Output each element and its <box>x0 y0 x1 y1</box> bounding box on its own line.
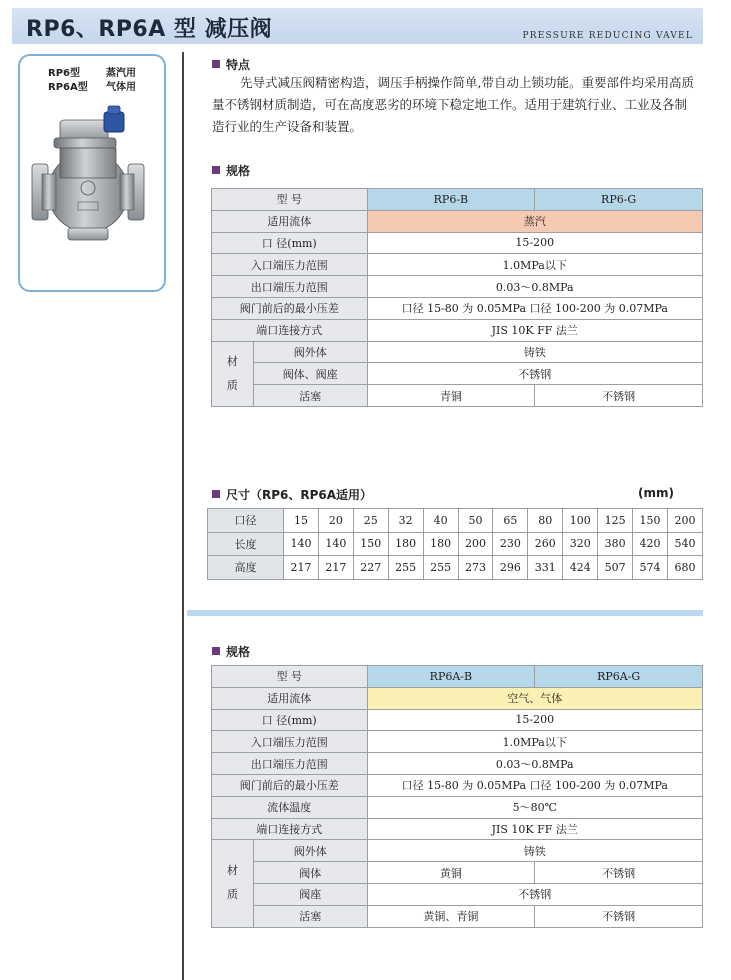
table-row <box>212 666 703 688</box>
dims-cell: 296 <box>493 556 528 580</box>
dims-cell: 540 <box>667 532 702 556</box>
conn-label: 端口连接方式 <box>212 319 368 341</box>
dims-cell: 32 <box>388 509 423 533</box>
dp-value: 口径 15-80 为 0.05MPa 口径 100-200 为 0.07MPa <box>367 297 702 319</box>
spec-heading-rp6a: 规格 <box>212 643 250 660</box>
dims-cell: 140 <box>318 532 353 556</box>
dims-heading: 尺寸（RP6、RP6A适用） <box>212 486 372 503</box>
product-model: RP6型 <box>48 68 80 79</box>
fluid-value: 空气、气体 <box>367 687 702 709</box>
table-row <box>212 796 703 818</box>
dims-cell: 180 <box>388 532 423 556</box>
size-label: 口 径(mm) <box>212 709 368 731</box>
dims-cell: 50 <box>458 509 493 533</box>
fluid-label: 适用流体 <box>212 210 368 232</box>
inlet-value: 1.0MPa以下 <box>367 731 702 753</box>
dims-cell: 150 <box>353 532 388 556</box>
table-row <box>212 883 703 905</box>
table-row <box>212 189 703 211</box>
valve-g: 不锈钢 <box>535 862 703 884</box>
model-label: 型 号 <box>212 189 368 211</box>
features-text: 先导式减压阀精密构造，调压手柄操作简单,带自动上锁功能。重要部件均采用高质量不锈钢材质制造，可在高度恶劣的环境下稳定地工作。适用于建筑行业、工业及各制造行业的生产设备和装置。 <box>212 75 694 134</box>
outlet-value: 0.03～0.8MPa <box>367 276 702 298</box>
dims-cell: 424 <box>563 556 598 580</box>
material-label: 材 质 <box>212 840 254 927</box>
piston-g: 不锈钢 <box>535 905 703 927</box>
table-row <box>212 709 703 731</box>
outlet-value: 0.03～0.8MPa <box>367 753 702 775</box>
dims-cell: 40 <box>423 509 458 533</box>
seat-value: 不锈钢 <box>367 363 702 385</box>
inlet-label: 入口端压力范围 <box>212 731 368 753</box>
conn-value: JIS 10K FF 法兰 <box>367 319 702 341</box>
outlet-label: 出口端压力范围 <box>212 753 368 775</box>
table-row <box>212 341 703 363</box>
fluid-value: 蒸汽 <box>367 210 702 232</box>
piston-b: 青铜 <box>367 385 535 407</box>
dims-cell: 200 <box>667 509 702 533</box>
dims-cell: 125 <box>598 509 633 533</box>
dims-cell: 227 <box>353 556 388 580</box>
spec-table-rp6 <box>211 188 703 407</box>
table-row <box>212 319 703 341</box>
piston-g: 不锈钢 <box>535 385 703 407</box>
dims-row-label: 长度 <box>208 532 284 556</box>
table-row <box>212 687 703 709</box>
table-row <box>212 731 703 753</box>
table-row <box>212 818 703 840</box>
body-label: 阀外体 <box>253 840 367 862</box>
dims-cell: 25 <box>353 509 388 533</box>
spec-table-rp6a <box>211 665 703 928</box>
inlet-label: 入口端压力范围 <box>212 254 368 276</box>
dims-cell: 255 <box>423 556 458 580</box>
bullet-square-icon <box>212 490 220 498</box>
piston-b: 黄铜、青铜 <box>367 905 535 927</box>
dims-cell: 320 <box>563 532 598 556</box>
dims-cell: 260 <box>528 532 563 556</box>
bullet-square-icon <box>212 166 220 174</box>
body-value: 铸铁 <box>367 341 702 363</box>
product-use: 气体用 <box>106 82 136 93</box>
dims-cell: 200 <box>458 532 493 556</box>
features-heading: 特点 <box>212 56 250 73</box>
model-label: 型 号 <box>212 666 368 688</box>
dims-cell: 140 <box>284 532 319 556</box>
model-b: RP6A-B <box>367 666 535 688</box>
valve-label: 阀体 <box>253 862 367 884</box>
dp-label: 阀门前后的最小压差 <box>212 774 368 796</box>
size-label: 口 径(mm) <box>212 232 368 254</box>
table-row <box>212 862 703 884</box>
temp-label: 流体温度 <box>212 796 368 818</box>
body-value: 铸铁 <box>367 840 702 862</box>
dims-cell: 65 <box>493 509 528 533</box>
product-model: RP6A型 <box>48 82 88 93</box>
seat-value: 不锈钢 <box>367 883 702 905</box>
dims-cell: 420 <box>633 532 668 556</box>
table-row <box>208 532 703 556</box>
table-row <box>212 210 703 232</box>
table-row <box>208 509 703 533</box>
dp-label: 阀门前后的最小压差 <box>212 297 368 319</box>
section-separator <box>187 610 703 616</box>
temp-value: 5～80℃ <box>367 796 702 818</box>
piston-label: 活塞 <box>253 385 367 407</box>
dims-cell: 574 <box>633 556 668 580</box>
conn-label: 端口连接方式 <box>212 818 368 840</box>
seat-label: 阀座 <box>253 883 367 905</box>
dims-cell: 217 <box>318 556 353 580</box>
valve-image <box>20 100 164 280</box>
table-row <box>208 556 703 580</box>
dims-cell: 230 <box>493 532 528 556</box>
dims-cell: 100 <box>563 509 598 533</box>
table-row <box>212 363 703 385</box>
dims-cell: 80 <box>528 509 563 533</box>
conn-value: JIS 10K FF 法兰 <box>367 818 702 840</box>
inlet-value: 1.0MPa以下 <box>367 254 702 276</box>
dims-row-label: 口径 <box>208 509 284 533</box>
table-row <box>212 840 703 862</box>
table-row <box>212 297 703 319</box>
dims-cell: 15 <box>284 509 319 533</box>
page-header <box>12 8 703 44</box>
divider-line <box>182 52 184 980</box>
dims-cell: 150 <box>633 509 668 533</box>
dims-cell: 380 <box>598 532 633 556</box>
page-subtitle: PRESSURE REDUCING VAVEL <box>522 31 693 41</box>
fluid-label: 适用流体 <box>212 687 368 709</box>
table-row <box>212 774 703 796</box>
size-value: 15-200 <box>367 709 702 731</box>
model-g: RP6A-G <box>535 666 703 688</box>
dims-row-label: 高度 <box>208 556 284 580</box>
piston-label: 活塞 <box>253 905 367 927</box>
dims-cell: 255 <box>388 556 423 580</box>
material-label: 材 质 <box>212 341 254 406</box>
table-row <box>212 254 703 276</box>
dims-unit: (mm) <box>638 486 674 500</box>
spec-heading-rp6: 规格 <box>212 162 250 179</box>
dp-value: 口径 15-80 为 0.05MPa 口径 100-200 为 0.07MPa <box>367 774 702 796</box>
dims-cell: 680 <box>667 556 702 580</box>
dims-cell: 217 <box>284 556 319 580</box>
seat-label: 阀体、阀座 <box>253 363 367 385</box>
dims-table <box>207 508 703 580</box>
bullet-square-icon <box>212 647 220 655</box>
table-row <box>212 276 703 298</box>
table-row <box>212 905 703 927</box>
dims-cell: 273 <box>458 556 493 580</box>
page-title: RP6、RP6A 型 减压阀 <box>26 17 273 42</box>
table-row <box>212 385 703 407</box>
dims-cell: 331 <box>528 556 563 580</box>
model-b: RP6-B <box>367 189 535 211</box>
product-card <box>18 54 166 292</box>
valve-b: 黄铜 <box>367 862 535 884</box>
model-g: RP6-G <box>535 189 703 211</box>
product-use: 蒸汽用 <box>106 68 136 79</box>
bullet-square-icon <box>212 60 220 68</box>
dims-cell: 507 <box>598 556 633 580</box>
body-label: 阀外体 <box>253 341 367 363</box>
dims-cell: 180 <box>423 532 458 556</box>
outlet-label: 出口端压力范围 <box>212 276 368 298</box>
dims-cell: 20 <box>318 509 353 533</box>
table-row <box>212 232 703 254</box>
table-row <box>212 753 703 775</box>
size-value: 15-200 <box>367 232 702 254</box>
